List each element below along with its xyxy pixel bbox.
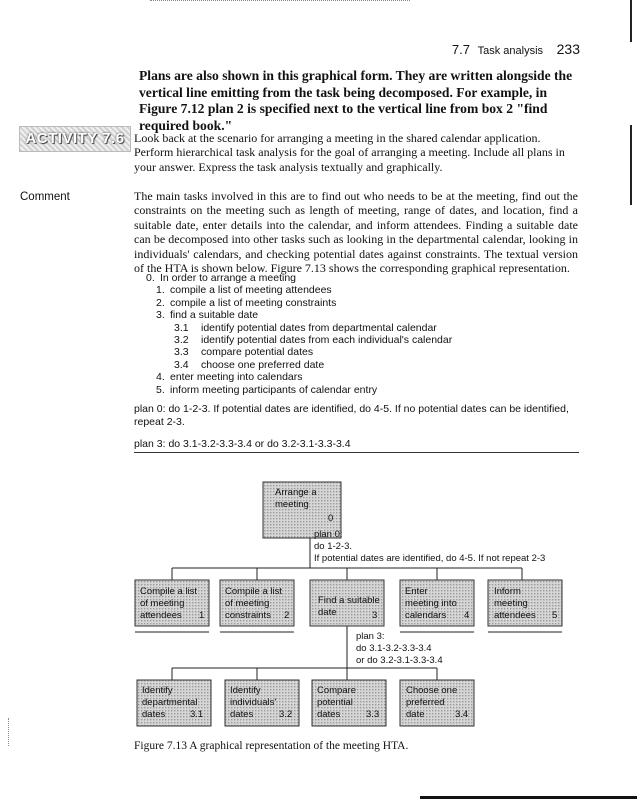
hta-subitem: 3.1 identify potential dates from departmental calendar: [174, 321, 437, 334]
svg-text:Arrange a: Arrange a: [275, 487, 317, 498]
hta-diagram: [0, 470, 637, 730]
svg-text:Enter: Enter: [405, 586, 428, 597]
svg-text:dates: dates: [317, 709, 341, 720]
svg-text:Compile a list: Compile a list: [225, 586, 283, 597]
svg-text:4: 4: [464, 610, 470, 621]
figure-caption: Figure 7.13 A graphical representation of the meeting HTA.: [134, 740, 409, 752]
hta-node-3-1: [137, 680, 211, 726]
svg-text:3.2: 3.2: [279, 709, 293, 720]
hta-item: 5. inform meeting participants of calendar entry: [156, 383, 378, 396]
hta-subitem: 3.2 identify potential dates from each individual's calendar: [174, 334, 453, 347]
svg-text:meeting: meeting: [275, 499, 309, 510]
svg-text:date: date: [406, 709, 425, 720]
svg-text:or do 3.2-3.1-3.3-3.4: or do 3.2-3.1-3.3-3.4: [356, 655, 443, 666]
svg-text:3: 3: [372, 610, 378, 621]
section-number: 7.7: [451, 42, 470, 57]
plan-3-annotation: [356, 631, 443, 666]
comment-text: The main tasks involved in this are to find out who needs to be at the meeting, find out the constraints on the meeting such as length of meeting, range of dates, and location, find a suitable date, enter details into the calendar, and inform attendees. Finding a suitable date can be decomposed into other tasks such as looking in the departmental calendar, looking in individuals' calendars, and checking potential dates against constraints. The textual version of the HTA is shown below. Figure 7.13 shows the corresponding graphical representation.: [134, 189, 578, 276]
svg-text:plan 3:: plan 3:: [356, 631, 385, 642]
hta-node-1: [135, 580, 209, 632]
hta-item: 1. compile a list of meeting attendees: [156, 284, 332, 297]
svg-text:of meeting: of meeting: [140, 598, 185, 609]
svg-text:constraints: constraints: [225, 610, 271, 621]
page-number: 233: [556, 41, 580, 57]
svg-text:dates: dates: [142, 709, 166, 720]
hta-node-5: [488, 580, 562, 632]
plan-0-text: plan 0: do 1-2-3. If potential dates are identified, do 4-5. If no potential dates can be identified, repeat 2-3.: [134, 403, 569, 428]
hta-node-4: [400, 580, 474, 632]
svg-text:If potential dates are identif: If potential dates are identified, do 4-5. If not repeat 2-3: [314, 553, 546, 564]
svg-text:do 1-2-3.: do 1-2-3.: [314, 541, 353, 552]
activity-text: Look back at the scenario for arranging a meeting in the shared calendar application. Perform hierarchical task analysis for the goal of arranging a meeting. Include all plans in your answer. Express the task analysis textually and graphically.: [134, 131, 565, 174]
hta-subitem: 3.4 choose one preferred date: [174, 358, 325, 371]
hta-item: 4. enter meeting into calendars: [156, 371, 303, 384]
plan-3-underline: [134, 452, 579, 453]
svg-text:2: 2: [284, 610, 290, 621]
bottom-rule: [420, 796, 637, 799]
svg-text:3.3: 3.3: [366, 709, 380, 720]
svg-text:do 3.1-3.2-3.3-3.4: do 3.1-3.2-3.3-3.4: [356, 643, 432, 654]
svg-text:Identify: Identify: [230, 685, 261, 696]
svg-text:Compare: Compare: [317, 685, 357, 696]
plan-0-annotation: [314, 529, 545, 564]
hta-node-3-3: [312, 680, 386, 726]
activity-badge-label: ACTIVITY 7.6: [25, 130, 125, 147]
hta-item: 2. compile a list of meeting constraints: [156, 296, 337, 309]
hta-node-3: [310, 580, 384, 626]
svg-text:Compile a list: Compile a list: [140, 586, 198, 597]
svg-text:individuals': individuals': [230, 697, 277, 708]
svg-text:departmental: departmental: [142, 697, 198, 708]
svg-text:Identify: Identify: [142, 685, 173, 696]
svg-text:potential: potential: [317, 697, 353, 708]
svg-text:meeting: meeting: [494, 598, 528, 609]
svg-text:3.1: 3.1: [190, 709, 204, 720]
svg-text:1: 1: [199, 610, 205, 621]
hta-subitem: 3.3 compare potential dates: [174, 346, 314, 359]
hta-node-2: [220, 580, 294, 632]
margin-bar: [630, 125, 632, 205]
svg-text:dates: dates: [230, 709, 254, 720]
plan-3-text: plan 3: do 3.1-3.2-3.3-3.4 or do 3.2-3.1-3.3-3.4: [134, 438, 351, 450]
hta-root: 0. In order to arrange a meeting: [146, 272, 296, 284]
hta-node-3-2: [225, 680, 299, 726]
svg-text:Inform: Inform: [494, 586, 521, 597]
svg-text:calendars: calendars: [405, 610, 447, 621]
activity-badge: [19, 126, 131, 152]
comment-label: Comment: [20, 191, 70, 203]
svg-text:Find a suitable: Find a suitable: [318, 595, 380, 606]
svg-text:0: 0: [328, 513, 334, 524]
svg-text:plan 0:: plan 0:: [314, 529, 343, 540]
running-head: [400, 41, 580, 57]
svg-text:attendees: attendees: [494, 610, 536, 621]
hta-node-3-4: [400, 680, 474, 726]
hta-list: [146, 272, 586, 396]
svg-text:3.4: 3.4: [455, 709, 469, 720]
svg-text:Choose one: Choose one: [406, 685, 458, 696]
svg-text:date: date: [318, 607, 337, 618]
section-title: Task analysis: [477, 45, 544, 57]
svg-text:5: 5: [552, 610, 558, 621]
hta-item: 3. find a suitable date: [156, 309, 259, 322]
svg-text:of meeting: of meeting: [225, 598, 270, 609]
svg-text:attendees: attendees: [140, 610, 182, 621]
margin-bar: [630, 0, 632, 42]
intro-paragraph: Plans are also shown in this graphical form. They are written alongside the vertical line emitting from the task being decomposed. For example, in Figure 7.12 plan 2 is specified next to the vertical line from box 2 "find required book.": [139, 68, 573, 133]
top-rule: [150, 0, 410, 2]
svg-text:preferred: preferred: [406, 697, 445, 708]
svg-text:meeting into: meeting into: [405, 598, 457, 609]
